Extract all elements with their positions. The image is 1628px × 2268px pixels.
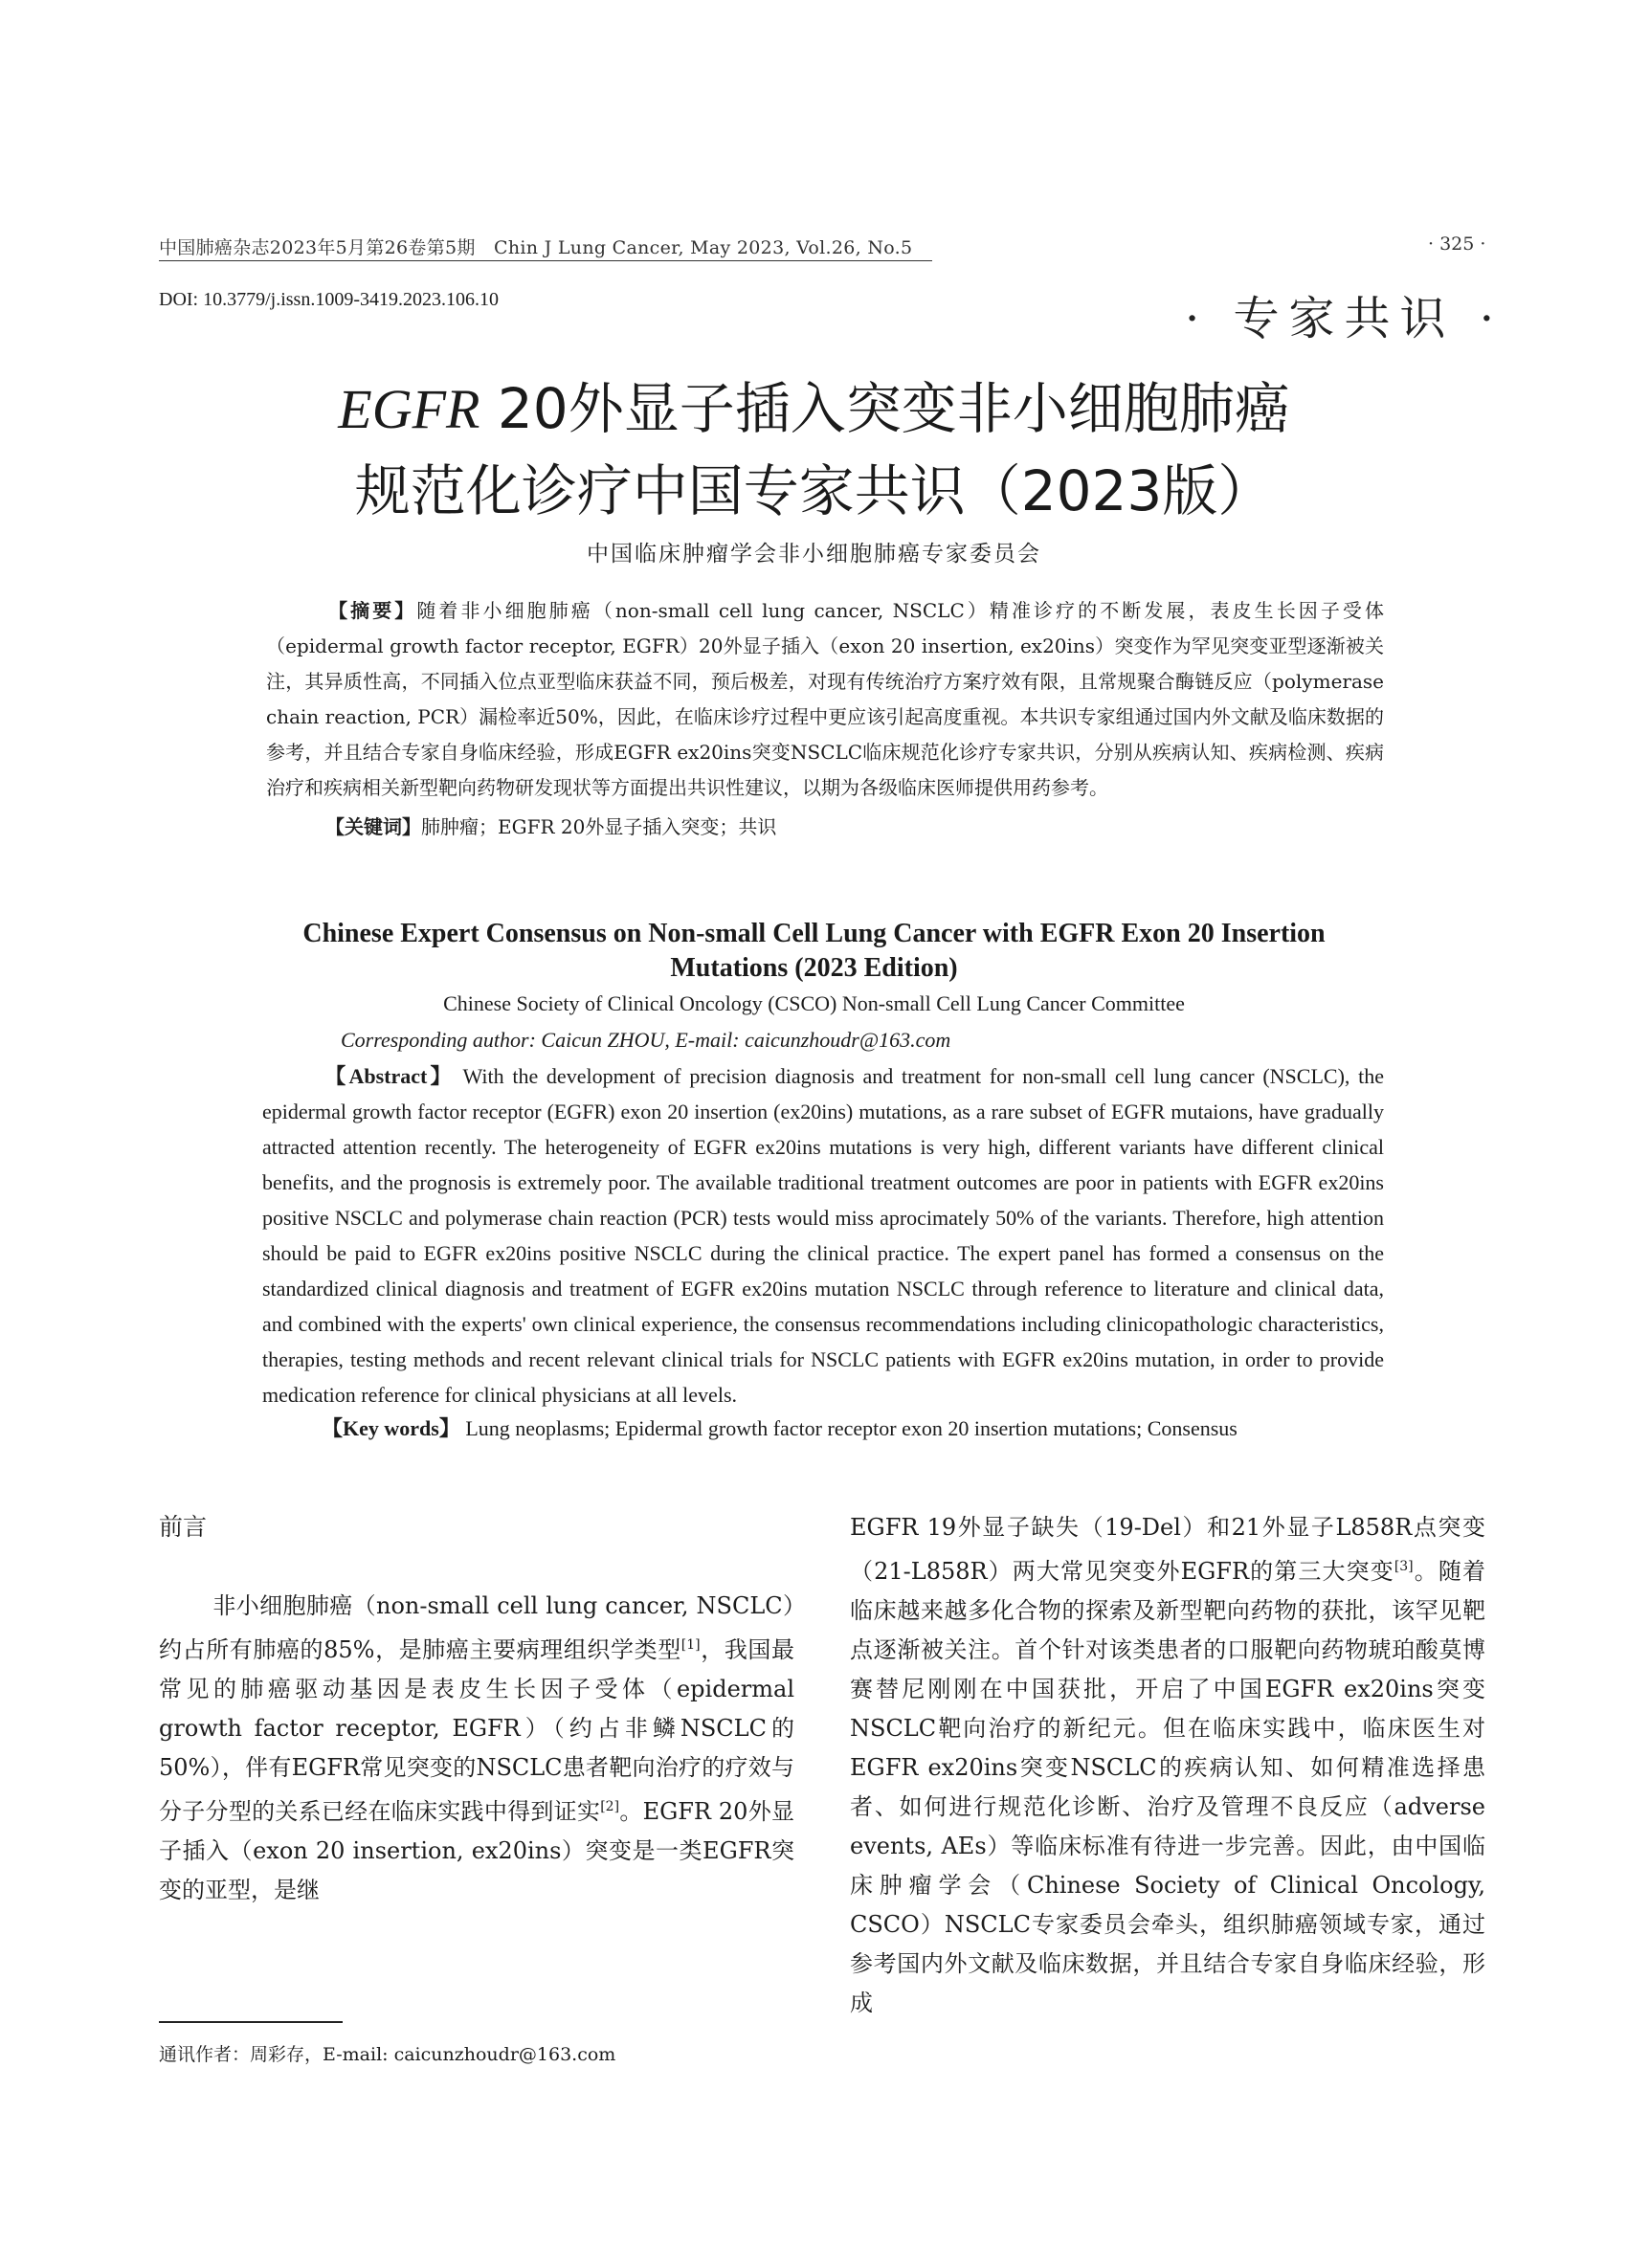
keywords-en-label: 【Key words】 xyxy=(322,1416,460,1440)
keywords-en-text: Lung neoplasms; Epidermal growth factor receptor exon 20 insertion mutations; Consensus xyxy=(465,1416,1238,1440)
abstract-cn xyxy=(266,593,1384,806)
keywords-cn xyxy=(325,812,1384,839)
abstract-en-label: 【Abstract】 xyxy=(322,1064,455,1088)
body-right-column xyxy=(850,1508,1485,2023)
footnote: 通讯作者：周彩存，E-mail: caicunzhoudr@163.com xyxy=(159,2044,616,2065)
abstract-en xyxy=(262,1058,1384,1412)
citation-1[interactable]: [1] xyxy=(680,1637,701,1653)
left-para-2: ，我国最常见的肺癌驱动基因是表皮生长因子受体（epidermal growth factor receptor, EGFR）（约占非鳞NSCLC的50%），伴有EGFR常见突变的NSCLC患者靶向治疗的疗效与分子分型的关系已经在临床实践中得到证实 xyxy=(159,1636,795,1825)
citation-2[interactable]: [2] xyxy=(600,1799,620,1814)
citation-3[interactable]: [3] xyxy=(1394,1559,1414,1574)
left-para-3: 。EGFR 20外显子插入（exon 20 insertion, ex20ins）突变是一类EGFR突变的亚型，是继 xyxy=(159,1798,794,1903)
keywords-cn-label: 【关键词】 xyxy=(325,815,421,838)
title-line-1-text: 20外显子插入突变非小细胞肺癌 xyxy=(479,376,1290,441)
keywords-en xyxy=(322,1412,1384,1442)
page-number: · 325 · xyxy=(1428,233,1486,255)
abstract-cn-label: 【摘要】 xyxy=(325,599,417,622)
left-para-1: 非小细胞肺癌（non-small cell lung cancer, NSCLC）约占所有肺癌的85%，是肺癌主要病理组织学类型 xyxy=(159,1592,794,1663)
right-para-2: 。随着临床越来越多化合物的探索及新型靶向药物的获批，该罕见靶点逐渐被关注。首个针对该类患者的口服靶向药物琥珀酸莫博赛替尼刚刚在中国获批，开启了中国EGFR ex20ins突变NSCLC靶向治疗的新纪元。但在临床实践中，临床医生对EGFR ex20ins突变NSCLC的疾病认知、如何精准选择患者、如何进行规范化诊断、治疗及管理不良反应（adverse events, AEs）等临床标准有待进一步完善。因此，由中国临床肿瘤学会（Chinese Society of Clinical Oncology, CSCO）NSCLC专家委员会牵头，组织肺癌领域专家，通过参考国内外文献及临床数据，并且结合专家自身临床经验，形成 xyxy=(850,1558,1485,2016)
english-title-line-1: Chinese Expert Consensus on Non-small Cell Lung Cancer with EGFR Exon 20 Insertion xyxy=(302,919,1326,948)
title-line-2: 规范化诊疗中国专家共识（2023版） xyxy=(354,458,1274,523)
doi: DOI: 10.3779/j.issn.1009-3419.2023.106.10 xyxy=(159,289,499,310)
english-title-line-2: Mutations (2023 Edition) xyxy=(670,953,958,983)
author-cn: 中国临床肿瘤学会非小细胞肺癌专家委员会 xyxy=(587,542,1041,567)
english-organization: Chinese Society of Clinical Oncology (CSCO) Non-small Cell Lung Cancer Committee xyxy=(443,991,1185,1015)
body-left-column xyxy=(159,1587,794,1910)
footnote-rule xyxy=(159,2021,343,2023)
abstract-cn-text: 随着非小细胞肺癌（non-small cell lung cancer, NSCLC）精准诊疗的不断发展，表皮生长因子受体（epidermal growth factor receptor, EGFR）20外显子插入（exon 20 insertion, ex20ins）突变作为罕见突变亚型逐渐被关注，其异质性高，不同插入位点亚型临床获益不同，预后极差，对现有传统治疗方案疗效有限，且常规聚合酶链反应（polymerase chain reaction, PCR）漏检率近50%，因此，在临床诊疗过程中更应该引起高度重视。本共识专家组通过国内外文献及临床数据的参考，并且结合专家自身临床经验，形成EGFR ex20ins突变NSCLC临床规范化诊疗专家共识，分别从疾病认知、疾病检测、疾病治疗和疾病相关新型靶向药物研发现状等方面提出共识性建议，以期为各级临床医师提供用药参考。 xyxy=(266,599,1385,799)
keywords-cn-text: 肺肿瘤；EGFR 20外显子插入突变；共识 xyxy=(421,815,777,838)
title-gene: EGFR xyxy=(338,378,480,440)
abstract-en-text: With the development of precision diagnosis and treatment for non-small cell lung cancer (NSCLC), the epidermal growth factor receptor (EGFR) exon 20 insertion (ex20ins) mutations, as a rare subset of EGFR mutaions, have gradually attracted attention recently. The heterogeneity of EGFR ex20ins mutations is very high, different variants have different clinical benefits, and the prognosis is extremely poor. The available traditional treatment outcomes are poor in patients with EGFR ex20ins positive NSCLC and polymerase chain reaction (PCR) tests would miss aprocimately 50% of the variants. Therefore, high attention should be paid to EGFR ex20ins positive NSCLC during the clinical practice. The expert panel has formed a consensus on the standardized clinical diagnosis and treatment of EGFR ex20ins mutation NSCLC through reference to literature and clinical data, and combined with the experts' own clinical experience, the consensus recommendations including clinicopathologic characteristics, therapies, testing methods and recent relevant clinical trials for NSCLC patients with EGFR ex20ins mutation, in order to provide medication reference for clinical physicians at all levels. xyxy=(262,1064,1384,1407)
journal-header: 中国肺癌杂志2023年5月第26卷第5期 Chin J Lung Cancer, May 2023, Vol.26, No.5 xyxy=(159,237,913,258)
section-label: · 专家共识 · xyxy=(1185,292,1505,345)
header-rule xyxy=(159,260,932,261)
right-para-1: EGFR 19外显子缺失（19-Del）和21外显子L858R点突变（21-L858R）两大常见突变外EGFR的第三大突变 xyxy=(850,1514,1485,1585)
corresponding-author: Corresponding author: Caicun ZHOU, E-mail: caicunzhoudr@163.com xyxy=(341,1028,951,1052)
title-line-1 xyxy=(0,364,1628,444)
intro-heading: 前言 xyxy=(159,1513,208,1541)
